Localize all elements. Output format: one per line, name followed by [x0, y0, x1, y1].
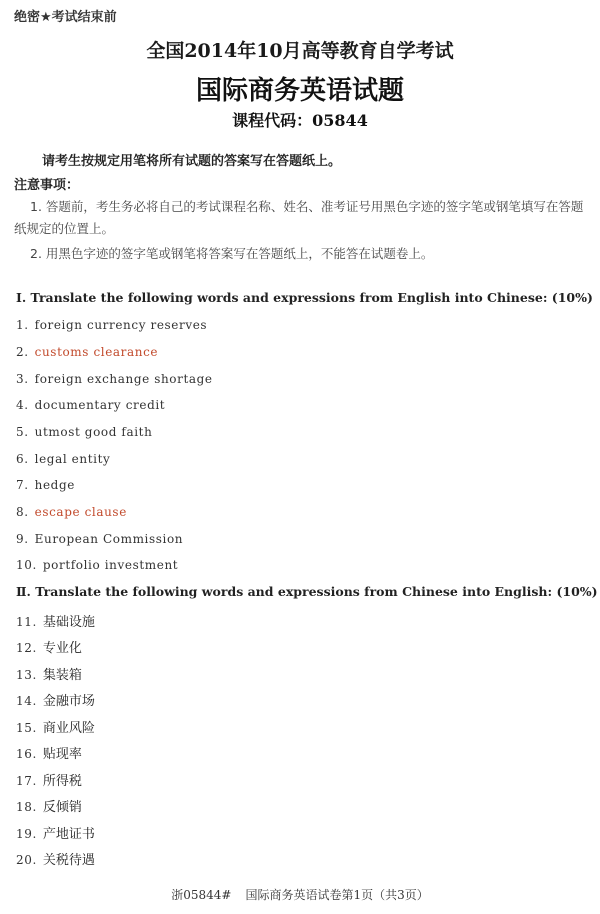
item-term: 专业化	[42, 641, 82, 656]
item-number: 2.	[16, 345, 29, 359]
list-item	[16, 637, 82, 656]
item-term: foreign exchange shortage	[34, 372, 213, 386]
exam-session-line: 全国2014年10月高等教育自学考试	[146, 40, 454, 62]
item-term: European Commission	[34, 532, 184, 546]
item-number: 18.	[16, 800, 37, 814]
list-item	[16, 770, 82, 789]
list-item	[16, 398, 165, 412]
item-term: 集装箱	[42, 668, 82, 683]
list-item	[16, 849, 95, 868]
item-number: 9.	[16, 532, 29, 546]
notes-heading: 注意事项：	[14, 178, 80, 193]
item-term: hedge	[34, 478, 75, 492]
list-item	[16, 611, 95, 630]
note-2: 2. 用黑色字迹的签字笔或钢笔将答案写在答题纸上，不能答在试题卷上。	[30, 246, 434, 261]
list-item	[16, 664, 82, 683]
page-title: 国际商务英语试题	[195, 76, 404, 106]
item-number: 11.	[16, 615, 37, 629]
list-item	[16, 532, 183, 546]
item-term: 商业风险	[42, 721, 95, 736]
paper-code: 浙05844#	[171, 888, 232, 902]
item-number: 12.	[16, 641, 37, 655]
item-term: escape clause	[34, 505, 127, 519]
item-term: legal entity	[34, 452, 111, 466]
item-number: 5.	[16, 425, 29, 439]
item-number: 20.	[16, 853, 37, 867]
item-number: 15.	[16, 721, 37, 735]
item-term: 产地证书	[42, 827, 95, 842]
item-number: 8.	[16, 505, 29, 519]
list-item	[16, 717, 95, 736]
answer-instruction: 请考生按规定用笔将所有试题的答案写在答题纸上。	[42, 154, 342, 169]
section-2-heading: Ⅱ. Translate the following words and expressions from Chinese into English: (10%)	[16, 584, 598, 599]
list-item	[16, 425, 152, 439]
item-number: 17.	[16, 774, 37, 788]
course-code: 课程代码：05844	[232, 111, 368, 130]
item-number: 3.	[16, 372, 29, 386]
list-item	[16, 372, 213, 386]
item-term: 贴现率	[42, 747, 82, 762]
list-item	[16, 452, 110, 466]
item-number: 13.	[16, 668, 37, 682]
list-item	[16, 558, 178, 572]
item-number: 16.	[16, 747, 37, 761]
list-item	[16, 318, 207, 332]
item-term: customs clearance	[34, 345, 159, 359]
item-term: 金融市场	[42, 694, 95, 709]
item-term: foreign currency reserves	[34, 318, 208, 332]
page-number: 国际商务英语试卷第1页（共3页）	[245, 888, 429, 902]
note-1: 1. 答题前，考生务必将自己的考试课程名称、姓名、准考证号用黑色字迹的签字笔或钢笔填写在答题纸规定的位置上。	[14, 199, 584, 236]
list-item	[16, 743, 82, 762]
confidential-note: 绝密★考试结束前	[14, 10, 117, 25]
item-number: 14.	[16, 694, 37, 708]
item-number: 6.	[16, 452, 29, 466]
list-item	[16, 505, 127, 519]
item-term: 关税待遇	[42, 853, 95, 868]
item-number: 7.	[16, 478, 29, 492]
item-term: utmost good faith	[34, 425, 153, 439]
list-item	[16, 690, 95, 709]
item-number: 4.	[16, 398, 29, 412]
list-item	[16, 345, 158, 359]
item-number: 10.	[16, 558, 37, 572]
page-footer	[0, 886, 600, 903]
item-number: 19.	[16, 827, 37, 841]
list-item	[16, 478, 75, 492]
item-term: 基础设施	[42, 615, 95, 630]
item-number: 1.	[16, 318, 29, 332]
list-item	[16, 796, 82, 815]
section-1-heading: Ⅰ. Translate the following words and expressions from English into Chinese: (10%)	[16, 290, 593, 305]
item-term: 反倾销	[42, 800, 82, 815]
item-term: documentary credit	[34, 398, 166, 412]
list-item	[16, 823, 95, 842]
item-term: 所得税	[42, 774, 82, 789]
item-term: portfolio investment	[42, 558, 179, 572]
